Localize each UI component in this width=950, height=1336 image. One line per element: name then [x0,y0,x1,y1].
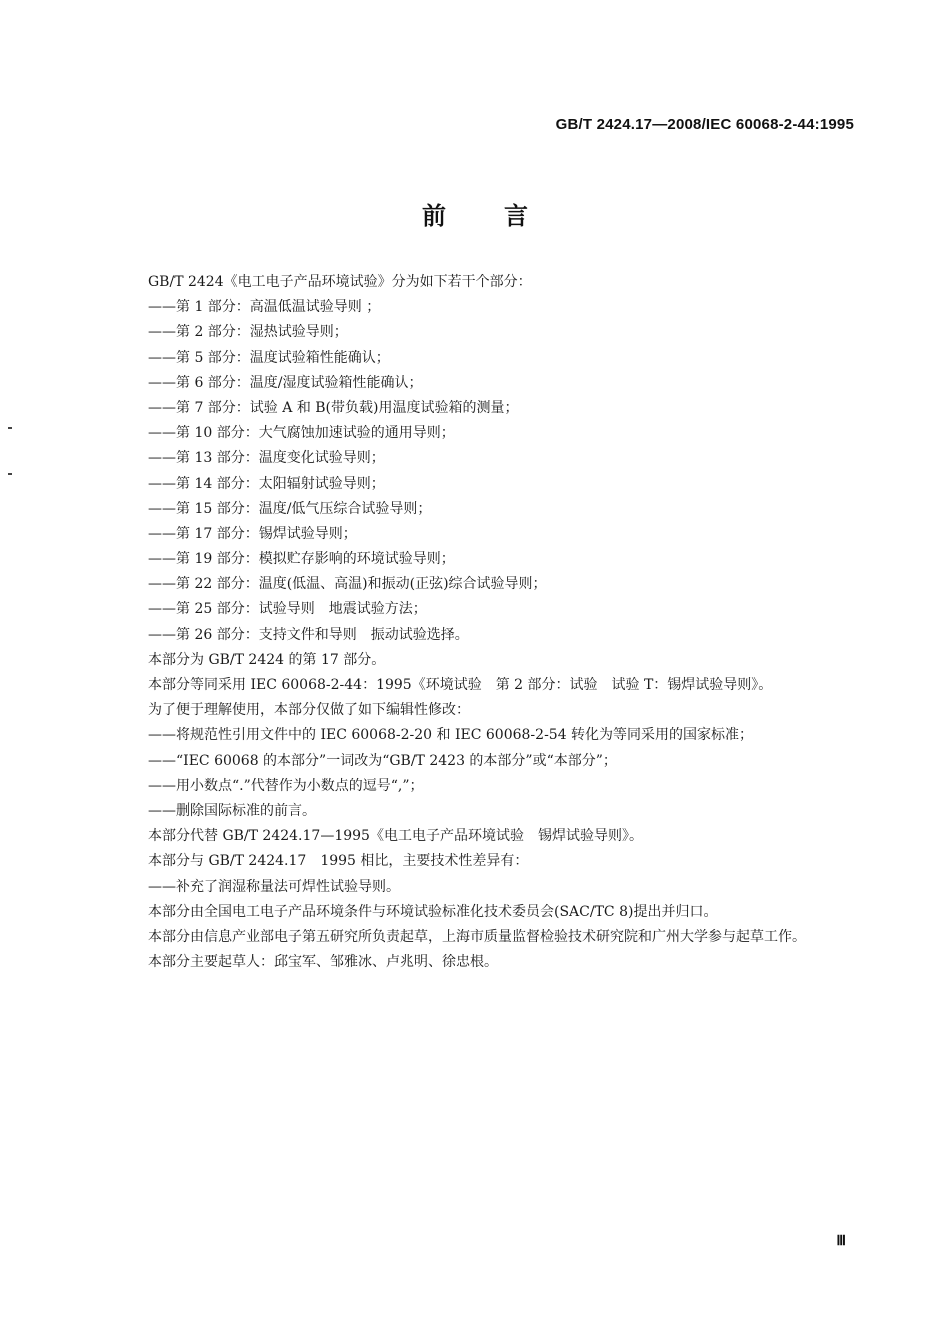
edits-list [116,723,836,824]
list-item: ——第 5 部分：温度试验箱性能确认； [148,349,390,366]
scan-mark [8,473,12,475]
list-item: ——第 14 部分：太阳辐射试验导则； [148,475,385,492]
foreword-body [116,270,836,975]
scan-mark [8,427,12,429]
list-item: ——第 19 部分：模拟贮存影响的环境试验导则； [148,551,455,568]
page-number: Ⅲ [836,1234,846,1249]
paragraph-drafters: 本部分主要起草人：邱宝军、邹雅冰、卢兆明、徐忠根。 [148,954,498,971]
parts-list [116,295,836,648]
list-item: ——第 2 部分：湿热试验导则； [148,324,348,341]
list-item: ——第 26 部分：支持文件和导则 振动试验选择。 [148,626,469,643]
list-item: ——删除国际标准的前言。 [148,802,316,819]
paragraph-drafted-by: 本部分由信息产业部电子第五研究所负责起草，上海市质量监督检验技术研究院和广州大学参与起草工作。 [148,928,806,945]
intro-paragraph: GB/T 2424《电工电子产品环境试验》分为如下若干个部分： [148,274,532,290]
list-item: ——第 15 部分：温度/低气压综合试验导则； [148,500,432,517]
list-item: ——第 7 部分：试验 A 和 B(带负载)用温度试验箱的测量； [148,399,519,416]
list-item: ——第 17 部分：锡焊试验导则； [148,525,357,542]
standard-number-header: GB/T 2424.17—2008/IEC 60068-2-44:1995 [555,116,854,133]
list-item: ——用小数点“.”代替作为小数点的逗号“,”； [148,777,424,794]
list-item: ——补充了润湿称量法可焊性试验导则。 [148,878,400,895]
paragraph-replaces: 本部分代替 GB/T 2424.17—1995《电工电子产品环境试验 锡焊试验导则》。 [148,828,643,845]
list-item: ——第 25 部分：试验导则 地震试验方法； [148,601,427,618]
paragraph-adoption: 本部分等同采用 IEC 60068-2-44：1995《环境试验 第 2 部分：试验 试验 T：锡焊试验导则》。 [148,677,773,693]
list-item: ——第 1 部分：高温低温试验导则 ； [148,299,381,316]
paragraph-proposed-by: 本部分由全国电工电子产品环境条件与环境试验标准化技术委员会(SAC/TC 8)提出并归口。 [148,903,718,920]
paragraph-part-number: 本部分为 GB/T 2424 的第 17 部分。 [148,651,386,668]
list-item: ——第 13 部分：温度变化试验导则； [148,450,385,467]
paragraph-differences: 本部分与 GB/T 2424.17 1995 相比，主要技术性差异有： [148,853,529,870]
list-item: ——第 6 部分：温度/湿度试验箱性能确认； [148,374,423,391]
list-item: ——将规范性引用文件中的 IEC 60068-2-20 和 IEC 60068-2-54 转化为等同采用的国家标准； [148,727,754,744]
list-item: ——第 22 部分：温度(低温、高温)和振动(正弦)综合试验导则； [148,576,547,593]
list-item: ——第 10 部分：大气腐蚀加速试验的通用导则； [148,425,455,442]
list-item: ——“IEC 60068 的本部分”一词改为“GB/T 2423 的本部分”或“本部分”； [148,752,617,769]
paragraph-edits-intro: 为了便于理解使用，本部分仅做了如下编辑性修改： [148,702,470,719]
page-title: 前言 [422,202,586,230]
